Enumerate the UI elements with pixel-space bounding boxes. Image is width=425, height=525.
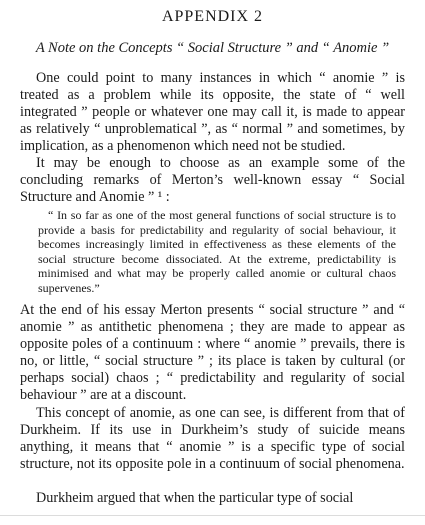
- appendix-subtitle: A Note on the Concepts “ Social Structure ” and “ Anomie ”: [35, 40, 390, 56]
- block-quote: “ In so far as one of the most general functions of social structure is to provide a basis for predictability and regularity of social behaviour, it becomes increasingly limited in effectiveness as these elements of the social structure become dissociated. At the extreme, predictability is minimised and what may be properly called anomie or cultural chaos supervenes.”: [38, 208, 396, 295]
- paragraph-4: This concept of anomie, as one can see, is different from that of Durkheim. If its use in Durkheim’s study of suicide means anything, it means that “ anomie ” is a specific type of social structure, not its opposite pole in a continuum of social phenomena.: [20, 405, 405, 472]
- paragraph-3: At the end of his essay Merton presents “ social structure ” and “ anomie ” as antithetic phenomena ; they are made to appear as opposite poles of a continuum : where “ anomie ” prevails, there is no, or little, “ social structure ” ; its place is taken by cultural (or perhaps social) chaos ; “ predictability and regularity of social behaviour ” are at a discount.: [20, 302, 405, 403]
- paragraph-1: One could point to many instances in which “ anomie ” is treated as a problem while its opposite, the state of “ well integrated ” people or whatever one may call it, is made to appear as relatively “ unproblematical ”, as “ normal ” and sometimes, by implication, as a phenomenon which need not be studied.: [20, 70, 405, 154]
- appendix-heading: APPENDIX 2: [161, 8, 264, 25]
- page-edge-divider: [0, 515, 425, 516]
- paragraph-2: It may be enough to choose as an example some of the concluding remarks of Merton’s well-known essay “ Social Structure and Anomie ” ¹ :: [20, 155, 405, 205]
- paragraph-5: Durkheim argued that when the particular type of social: [36, 490, 354, 506]
